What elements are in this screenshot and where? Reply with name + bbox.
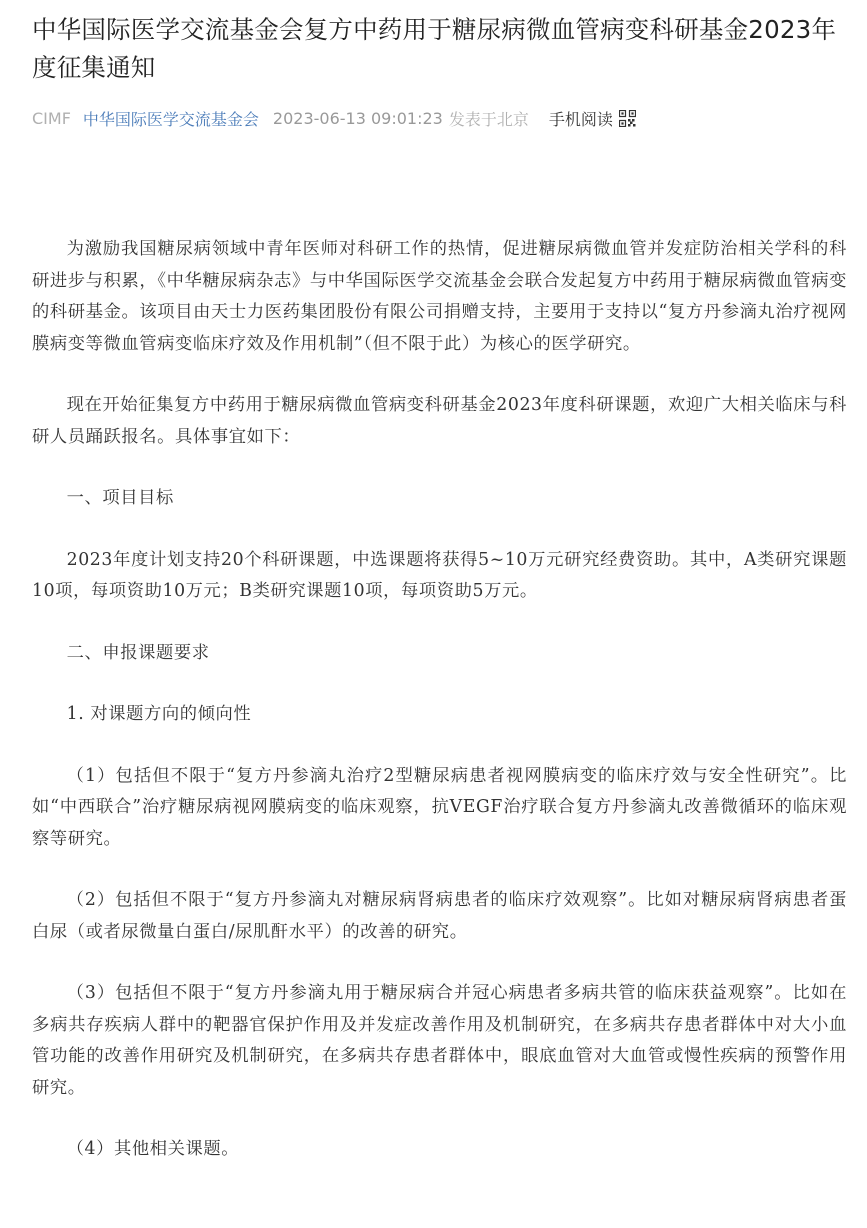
- list-item-2: （2）包括但不限于“复方丹参滴丸对糖尿病肾病患者的临床疗效观察”。比如对糖尿病肾病患者蛋白尿（或者尿微量白蛋白/尿肌酐水平）的改善的研究。: [32, 890, 847, 942]
- list-item-4: （4）其他相关课题。: [66, 1139, 240, 1159]
- list-item-1: （1）包括但不限于“复方丹参滴丸治疗2型糖尿病患者视网膜病变的临床疗效与安全性研究”。比如“中西联合”治疗糖尿病视网膜病变的临床观察，抗VEGF治疗联合复方丹参滴丸改善微循环的临床观察等研究。: [32, 765, 847, 849]
- section-heading-requirements: 二、申报课题要求: [66, 642, 210, 663]
- article-meta: [32, 105, 636, 131]
- publish-location: 发表于北京: [448, 109, 529, 129]
- section-heading-goals: 一、项目目标: [66, 488, 174, 508]
- mobile-read-label: 手机阅读: [548, 109, 613, 129]
- publish-time: 2023-06-13 09:01:23: [272, 108, 443, 128]
- list-item-3: （3）包括但不限于“复方丹参滴丸用于糖尿病合并冠心病患者多病共管的临床获益观察”。比如在多病共存疾病人群中的靶器官保护作用及并发症改善作用及机制研究，在多病共存患者群体中对大小血管功能的改善作用研究及机制研究，在多病共存患者群体中，眼底血管对大血管或慢性疾病的预警作用研究。: [32, 983, 847, 1098]
- article-title: 中华国际医学交流基金会复方中药用于糖尿病微血管病变科研基金2023年度征集通知: [32, 15, 837, 82]
- qr-code-icon[interactable]: [619, 110, 636, 127]
- paragraph-intro: 为激励我国糖尿病领域中青年医师对科研工作的热情，促进糖尿病微血管并发症防治相关学科的科研进步与积累，《中华糖尿病杂志》与中华国际医学交流基金会联合发起复方中药用于糖尿病微血管病变的科研基金。该项目由天士力医药集团股份有限公司捐赠支持，主要用于支持以“复方丹参滴丸治疗视网膜病变等微血管病变临床疗效及作用机制”（但不限于此）为核心的医学研究。: [32, 239, 847, 354]
- article-body: [32, 234, 847, 1196]
- mobile-read-button[interactable]: [549, 107, 636, 130]
- paragraph-call: 现在开始征集复方中药用于糖尿病微血管病变科研基金2023年度科研课题，欢迎广大相关临床与科研人员踊跃报名。具体事宜如下：: [32, 395, 847, 447]
- publisher-link[interactable]: 中华国际医学交流基金会: [82, 109, 259, 129]
- paragraph-funding: 2023年度计划支持20个科研课题，中选课题将获得5~10万元研究经费资助。其中，A类研究课题10项，每项资助10万元；B类研究课题10项，每项资助5万元。: [32, 549, 847, 601]
- source-label: CIMF: [32, 108, 71, 128]
- subheading-direction: 1. 对课题方向的倾向性: [66, 704, 252, 724]
